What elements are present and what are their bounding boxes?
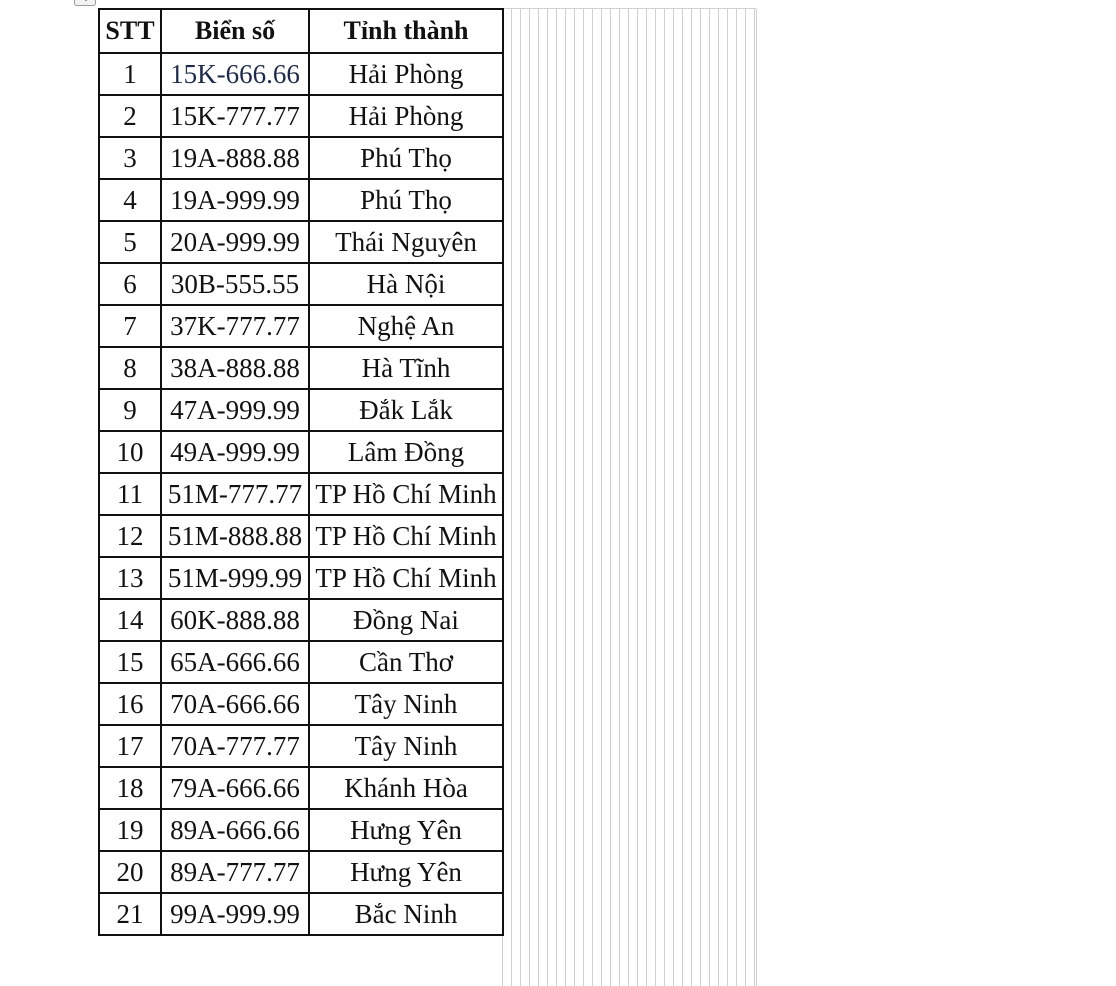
row-stt-cell[interactable]: 2 (99, 95, 161, 137)
province-cell[interactable]: Lâm Đồng (309, 431, 503, 473)
province-cell[interactable]: TP Hồ Chí Minh (309, 557, 503, 599)
province-cell[interactable]: Cần Thơ (309, 641, 503, 683)
table-row (99, 431, 503, 473)
row-stt-cell[interactable]: 1 (99, 53, 161, 95)
plate-cell[interactable]: 51M-777.77 (161, 473, 309, 515)
table-header-row (99, 9, 503, 53)
plate-cell[interactable]: 70A-777.77 (161, 725, 309, 767)
row-stt-cell[interactable]: 12 (99, 515, 161, 557)
row-stt-cell[interactable]: 18 (99, 767, 161, 809)
province-cell[interactable]: Hà Tĩnh (309, 347, 503, 389)
table-row (99, 725, 503, 767)
plate-cell[interactable]: 38A-888.88 (161, 347, 309, 389)
header-stt[interactable]: STT (99, 9, 161, 53)
province-cell[interactable]: Hải Phòng (309, 53, 503, 95)
table-row (99, 893, 503, 935)
table-row (99, 347, 503, 389)
table-row (99, 473, 503, 515)
table-row (99, 263, 503, 305)
plate-cell[interactable]: 47A-999.99 (161, 389, 309, 431)
province-cell[interactable]: Hưng Yên (309, 851, 503, 893)
license-plate-table (98, 8, 504, 936)
province-cell[interactable]: Hưng Yên (309, 809, 503, 851)
row-stt-cell[interactable]: 16 (99, 683, 161, 725)
province-cell[interactable]: Hải Phòng (309, 95, 503, 137)
table-row (99, 767, 503, 809)
row-stt-cell[interactable]: 15 (99, 641, 161, 683)
table-row (99, 851, 503, 893)
province-cell[interactable]: Phú Thọ (309, 137, 503, 179)
row-stt-cell[interactable]: 20 (99, 851, 161, 893)
province-cell[interactable]: Hà Nội (309, 263, 503, 305)
plate-cell[interactable]: 60K-888.88 (161, 599, 309, 641)
plate-cell[interactable]: 99A-999.99 (161, 893, 309, 935)
plate-cell[interactable]: 70A-666.66 (161, 683, 309, 725)
plate-cell[interactable]: 20A-999.99 (161, 221, 309, 263)
province-cell[interactable]: Bắc Ninh (309, 893, 503, 935)
province-cell[interactable]: Đắk Lắk (309, 389, 503, 431)
plate-cell[interactable]: 30B-555.55 (161, 263, 309, 305)
row-stt-cell[interactable]: 3 (99, 137, 161, 179)
chevron-down-icon[interactable] (74, 0, 96, 6)
spreadsheet-gridlines (502, 8, 756, 986)
row-stt-cell[interactable]: 17 (99, 725, 161, 767)
plate-cell[interactable]: 15K-777.77 (161, 95, 309, 137)
plate-cell[interactable]: 89A-666.66 (161, 809, 309, 851)
province-cell[interactable]: Nghệ An (309, 305, 503, 347)
header-plate-number[interactable]: Biển số (161, 9, 309, 53)
table-row (99, 137, 503, 179)
table-row (99, 95, 503, 137)
plate-cell[interactable]: 19A-888.88 (161, 137, 309, 179)
province-cell[interactable]: TP Hồ Chí Minh (309, 515, 503, 557)
province-cell[interactable]: TP Hồ Chí Minh (309, 473, 503, 515)
plate-cell[interactable]: 51M-888.88 (161, 515, 309, 557)
table-row (99, 515, 503, 557)
table-row (99, 221, 503, 263)
province-cell[interactable]: Phú Thọ (309, 179, 503, 221)
row-stt-cell[interactable]: 13 (99, 557, 161, 599)
row-stt-cell[interactable]: 8 (99, 347, 161, 389)
plate-cell[interactable]: 49A-999.99 (161, 431, 309, 473)
table-body (99, 53, 503, 935)
row-stt-cell[interactable]: 19 (99, 809, 161, 851)
plate-cell[interactable]: 65A-666.66 (161, 641, 309, 683)
table-row (99, 389, 503, 431)
province-cell[interactable]: Đồng Nai (309, 599, 503, 641)
table-row (99, 179, 503, 221)
row-stt-cell[interactable]: 4 (99, 179, 161, 221)
plate-cell[interactable]: 79A-666.66 (161, 767, 309, 809)
row-stt-cell[interactable]: 9 (99, 389, 161, 431)
plate-cell[interactable]: 15K-666.66 (161, 53, 309, 95)
province-cell[interactable]: Tây Ninh (309, 683, 503, 725)
table-row (99, 641, 503, 683)
row-stt-cell[interactable]: 5 (99, 221, 161, 263)
row-stt-cell[interactable]: 10 (99, 431, 161, 473)
table-row (99, 53, 503, 95)
table-row (99, 305, 503, 347)
table-row (99, 809, 503, 851)
plate-cell[interactable]: 51M-999.99 (161, 557, 309, 599)
row-stt-cell[interactable]: 11 (99, 473, 161, 515)
province-cell[interactable]: Thái Nguyên (309, 221, 503, 263)
row-stt-cell[interactable]: 21 (99, 893, 161, 935)
row-stt-cell[interactable]: 6 (99, 263, 161, 305)
plate-cell[interactable]: 37K-777.77 (161, 305, 309, 347)
table-row (99, 683, 503, 725)
table-row (99, 599, 503, 641)
plate-cell[interactable]: 19A-999.99 (161, 179, 309, 221)
plate-cell[interactable]: 89A-777.77 (161, 851, 309, 893)
province-cell[interactable]: Khánh Hòa (309, 767, 503, 809)
row-stt-cell[interactable]: 7 (99, 305, 161, 347)
row-stt-cell[interactable]: 14 (99, 599, 161, 641)
header-province[interactable]: Tỉnh thành (309, 9, 503, 53)
table-row (99, 557, 503, 599)
province-cell[interactable]: Tây Ninh (309, 725, 503, 767)
